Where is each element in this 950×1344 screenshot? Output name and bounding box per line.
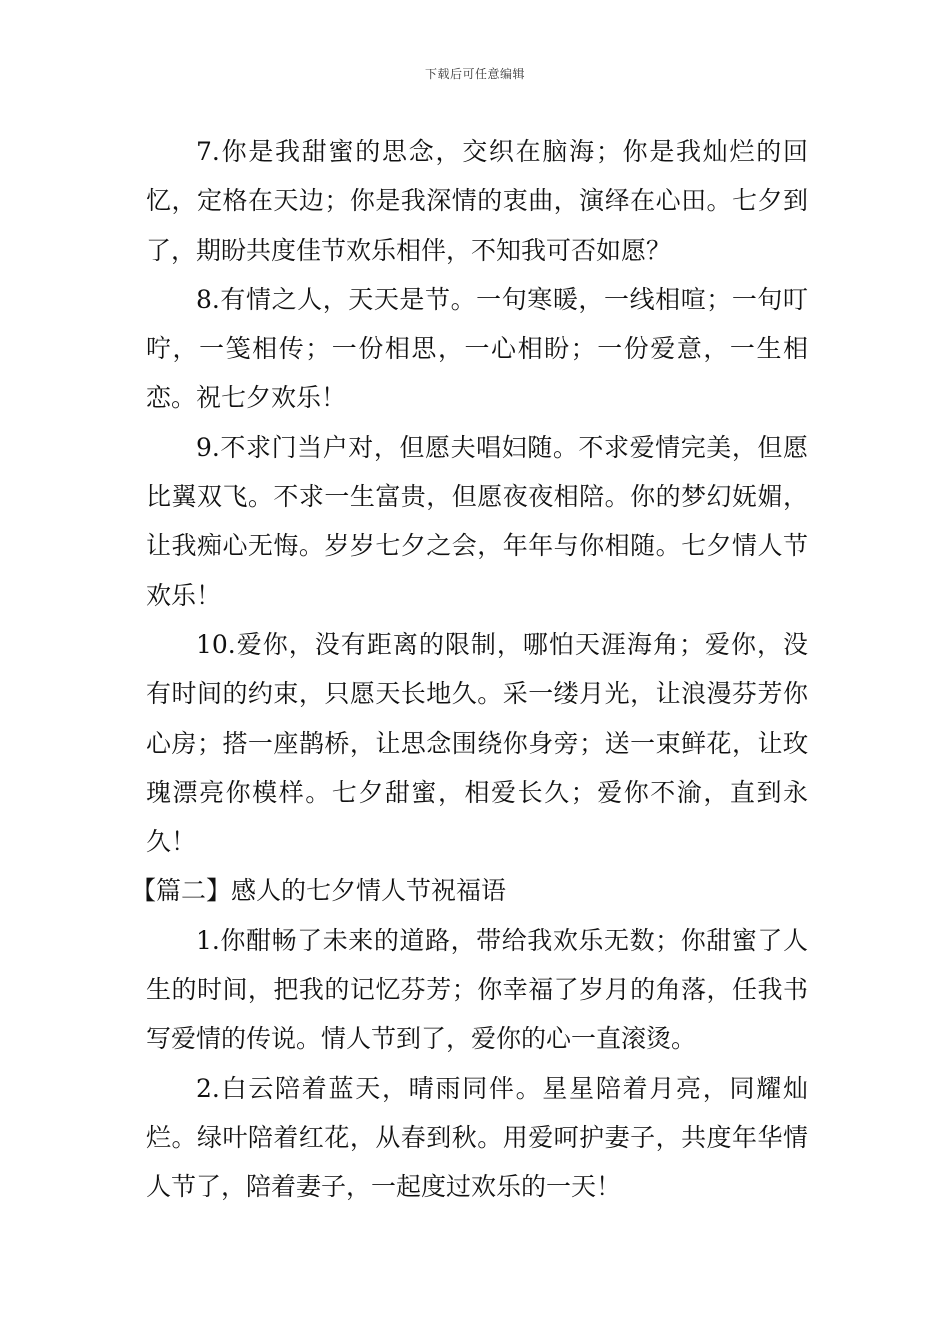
section-paragraph-2: 2.白云陪着蓝天，晴雨同伴。星星陪着月亮，同耀灿烂。绿叶陪着红花，从春到秋。用爱呵护妻子，共度年华情人节了，陪着妻子，一起度过欢乐的一天！ — [146, 1073, 808, 1202]
paragraph-8: 8.有情之人，天天是节。一句寒暖，一线相喧；一句叮咛，一笺相传；一份相思，一心相盼；一份爱意，一生相恋。祝七夕欢乐！ — [146, 284, 808, 413]
paragraph-10: 10.爱你，没有距离的限制，哪怕天涯海角；爱你，没有时间的约束，只愿天长地久。采一缕月光，让浪漫芬芳你心房；搭一座鹊桥，让思念围绕你身旁；送一束鲜花，让玫瑰漂亮你模样。七夕甜蜜，相爱长久；爱你不渝，直到永久！ — [146, 629, 808, 857]
paragraph-9: 9.不求门当户对，但愿夫唱妇随。不求爱情完美，但愿比翼双飞。不求一生富贵，但愿夜夜相陪。你的梦幻妩媚，让我痴心无悔。岁岁七夕之会，年年与你相随。七夕情人节欢乐！ — [146, 432, 808, 610]
page-header: 下载后可任意编辑 — [424, 67, 525, 81]
section-paragraph-1: 1.你酣畅了未来的道路，带给我欢乐无数；你甜蜜了人生的时间，把我的记忆芬芳；你幸福了岁月的角落，任我书写爱情的传说。情人节到了，爱你的心一直滚烫。 — [146, 925, 808, 1054]
section-heading: 【篇二】感人的七夕情人节祝福语 — [131, 876, 507, 906]
document-body — [131, 127, 808, 1212]
paragraph-7: 7.你是我甜蜜的思念，交织在脑海；你是我灿烂的回忆，定格在天边；你是我深情的衷曲，演绎在心田。七夕到了，期盼共度佳节欢乐相伴，不知我可否如愿？ — [146, 137, 808, 265]
